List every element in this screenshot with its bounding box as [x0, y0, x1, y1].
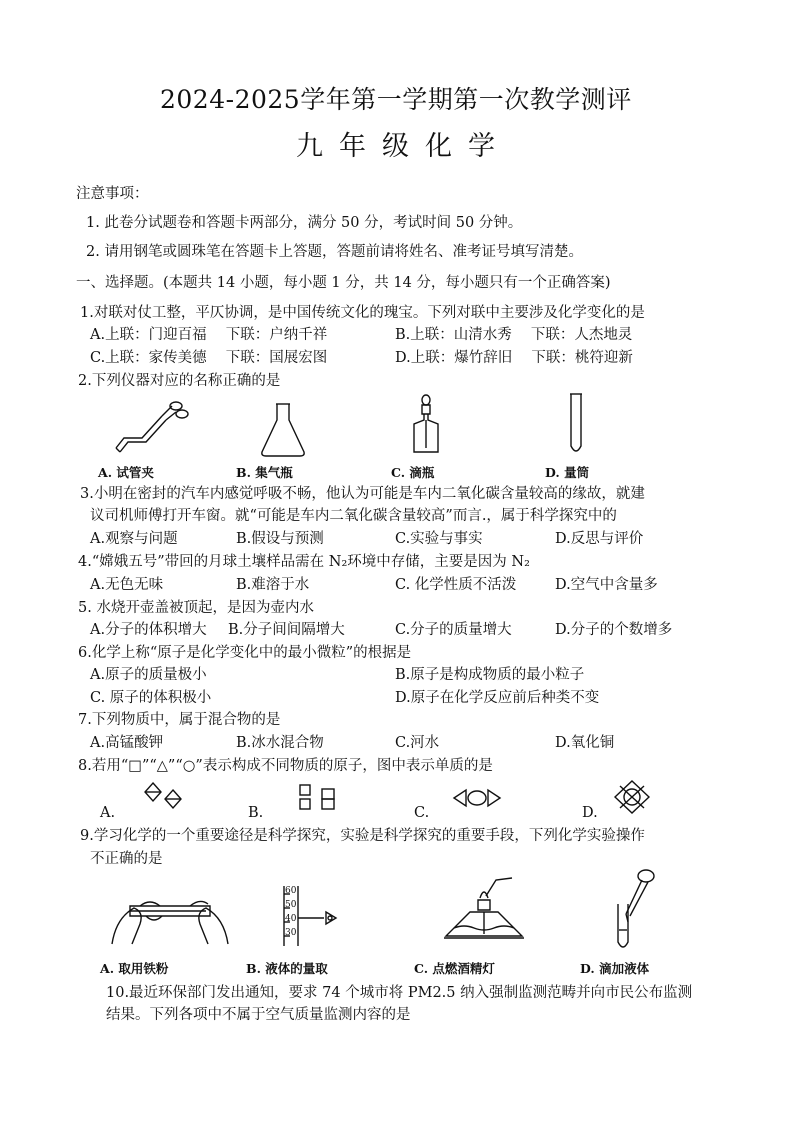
- q4-stem: 4.“嫦娥五号”带回的月球土壤样品需在 N₂环境中存储，主要是因为 N₂: [78, 554, 530, 570]
- q2-caption-b: B. 集气瓶: [236, 465, 293, 480]
- q9-caption-d: D. 滴加液体: [580, 961, 650, 976]
- notice-heading: 注意事项：: [76, 186, 149, 202]
- q5-option-d: D.分子的个数增多: [555, 622, 673, 638]
- q8-figure-a: [144, 782, 182, 814]
- q2-caption-a: A. 试管夹: [98, 465, 154, 480]
- q5-stem: 5. 水烧开壶盖被顶起，是因为壶内水: [78, 600, 314, 616]
- q1-option-d: D.上联：爆竹辞旧 下联：桃符迎新: [395, 350, 633, 366]
- notice-item-1: 1. 此卷分试题卷和答题卡两部分，满分 50 分，考试时间 50 分钟。: [86, 215, 523, 231]
- q5-option-a: A.分子的体积增大: [90, 622, 207, 638]
- q7-stem: 7.下列物质中，属于混合物的是: [78, 712, 281, 728]
- subject-title: 九年级化学: [296, 131, 511, 162]
- q9-caption-c: C. 点燃酒精灯: [414, 961, 495, 976]
- q8-stem: 8.若用“□”“△”“○”表示构成不同物质的原子，图中表示单质的是: [78, 758, 493, 774]
- q8-figure-d: [614, 780, 650, 814]
- q6-option-b: B.原子是构成物质的最小粒子: [395, 667, 585, 683]
- exam-title: 2024-2025学年第一学期第一次教学测评: [160, 85, 632, 114]
- test-tube-clamp-figure: [112, 398, 192, 456]
- q7-option-a: A.高锰酸钾: [90, 735, 164, 751]
- q8-figure-c: [452, 787, 502, 809]
- alcohol-lamp-figure: [440, 876, 530, 950]
- q4-option-d: D.空气中含量多: [555, 577, 658, 593]
- q5-option-c: C.分子的质量增大: [395, 622, 512, 638]
- q3-option-b: B.假设与预测: [236, 531, 324, 547]
- q3-stem-line2: 议司机师傅打开车窗。就“可能是车内二氧化碳含量较高”而言.，属于科学探究中的: [90, 508, 617, 524]
- q5-option-b: B.分子间间隔增大: [228, 622, 345, 638]
- q8-figure-b: [298, 783, 338, 813]
- q8-option-c: C.: [414, 805, 430, 821]
- q9-stem-line1: 9.学习化学的一个重要途径是科学探究，实验是科学探究的重要手段，下列化学实验操作: [80, 828, 645, 844]
- q4-option-c: C. 化学性质不活泼: [395, 577, 517, 593]
- q3-option-c: C.实验与事实: [395, 531, 483, 547]
- q9-caption-b: B. 液体的量取: [246, 961, 328, 976]
- erlenmeyer-flask-figure: [258, 402, 308, 458]
- q1-option-b: B.上联：山清水秀 下联：人杰地灵: [395, 327, 633, 343]
- q7-option-c: C.河水: [395, 735, 440, 751]
- q8-option-d: D.: [582, 805, 598, 821]
- liquid-dropping-figure: [610, 868, 660, 952]
- scale-label-40: 40: [285, 914, 297, 924]
- q9-stem-line2: 不正确的是: [90, 851, 163, 867]
- q4-option-b: B.难溶于水: [236, 577, 310, 593]
- q6-stem: 6.化学上称“原子是化学变化中的最小微粒”的根据是: [78, 645, 412, 661]
- q4-option-a: A.无色无味: [90, 577, 164, 593]
- q7-option-b: B.冰水混合物: [236, 735, 324, 751]
- q10-stem-line2: 结果。下列各项中不属于空气质量监测内容的是: [106, 1007, 411, 1023]
- q3-option-d: D.反思与评价: [555, 531, 644, 547]
- scale-label-30: 30: [285, 928, 297, 938]
- scale-label-60: 60: [285, 886, 297, 896]
- notice-item-2: 2. 请用钢笔或圆珠笔在答题卡上答题，答题前请将姓名、准考证号填写清楚。: [86, 244, 583, 260]
- q10-stem-line1: 10.最近环保部门发出通知，要求 74 个城市将 PM2.5 纳入强制监测范畴并向市民公布监测: [106, 985, 693, 1001]
- iron-powder-taking-figure: [110, 878, 230, 948]
- q7-option-d: D.氧化铜: [555, 735, 615, 751]
- q6-option-d: D.原子在化学反应前后种类不变: [395, 690, 600, 706]
- test-tube-figure: [564, 392, 588, 456]
- q2-stem: 2.下列仪器对应的名称正确的是: [78, 373, 281, 389]
- q3-stem-line1: 3.小明在密封的汽车内感觉呼吸不畅，他认为可能是车内二氧化碳含量较高的缘故，就建: [80, 486, 645, 502]
- q9-caption-a: A. 取用铁粉: [100, 961, 169, 976]
- q3-option-a: A.观察与问题: [90, 531, 178, 547]
- q1-option-a: A.上联：门迎百福 下联：户纳千祥: [90, 327, 328, 343]
- q8-option-a: A.: [100, 805, 116, 821]
- q1-option-c: C.上联：家传美德 下联：国展宏图: [90, 350, 328, 366]
- section-heading: 一、选择题。(本题共 14 小题，每小题 1 分，共 14 分，每小题只有一个正确答案): [76, 275, 611, 291]
- q6-option-a: A.原子的质量极小: [90, 667, 207, 683]
- dropper-bottle-figure: [408, 394, 444, 456]
- q6-option-c: C. 原子的体积极小: [90, 690, 212, 706]
- q2-caption-c: C. 滴瓶: [391, 465, 435, 480]
- q1-stem: 1.对联对仗工整，平仄协调，是中国传统文化的瑰宝。下列对联中主要涉及化学变化的是: [80, 305, 645, 321]
- q2-caption-d: D. 量筒: [545, 465, 590, 480]
- scale-label-50: 50: [285, 900, 297, 910]
- q8-option-b: B.: [248, 805, 264, 821]
